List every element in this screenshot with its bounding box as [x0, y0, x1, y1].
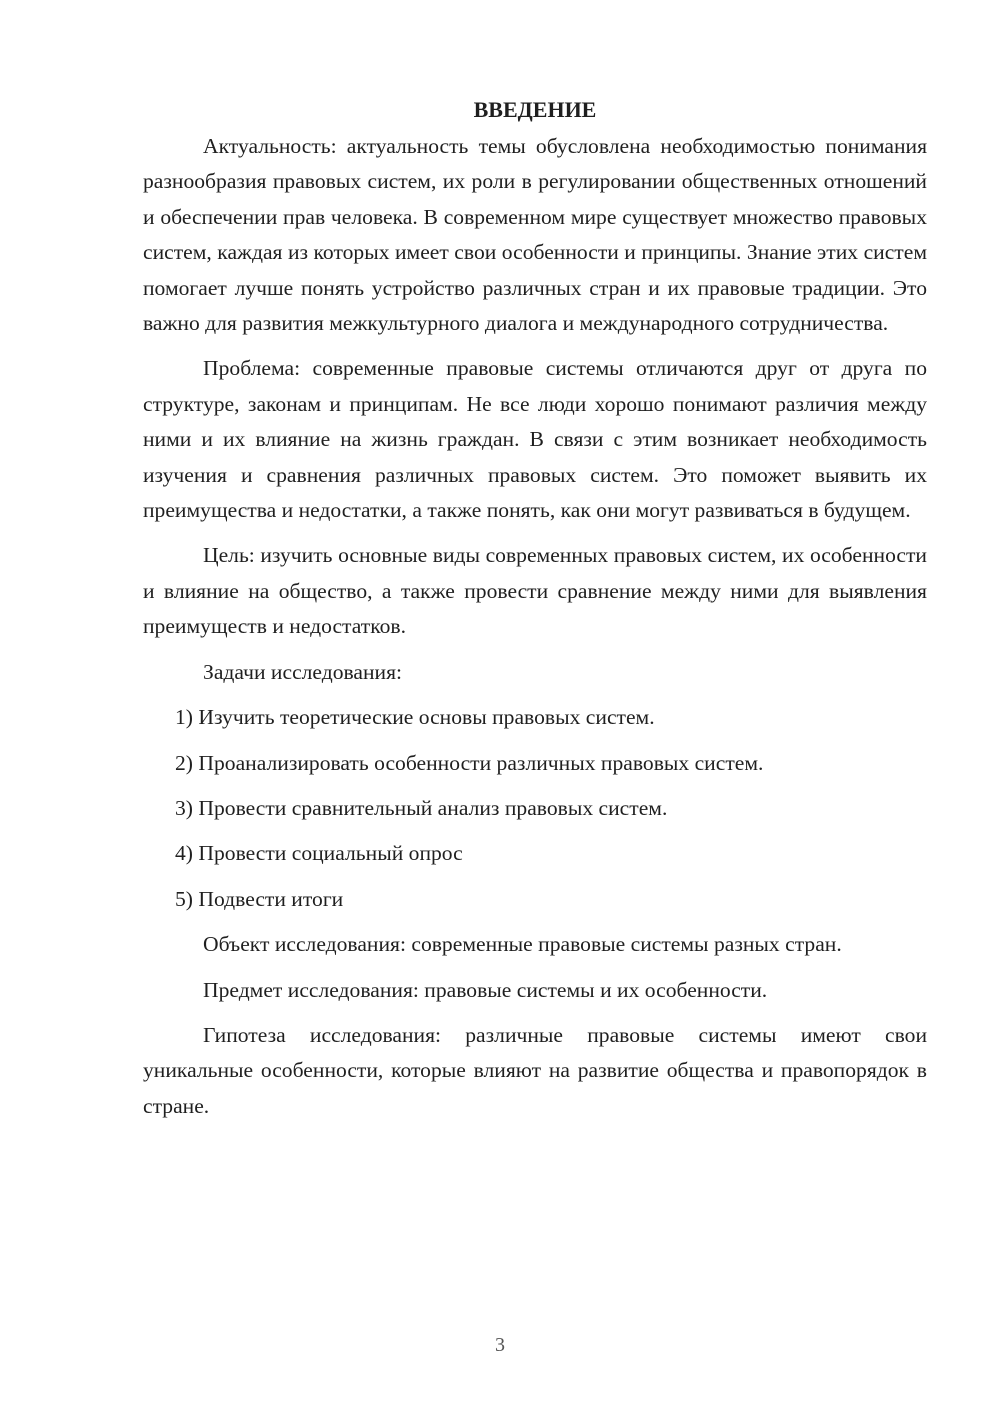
- problem-paragraph: Проблема: современные правовые системы отличаются друг от друга по структуре, законам и принципам. Не все люди хорошо понимают различия между ними и их влияние на жизнь граждан. В связи с этим возникает необходимость изучения и сравнения различных правовых систем. Это поможет выявить их преимущества и недостатки, а также понять, как они могут развиваться в будущем.: [143, 356, 927, 523]
- list-item: 3) Провести сравнительный анализ правовых систем.: [175, 795, 668, 820]
- list-item: 2) Проанализировать особенности различных правовых систем.: [175, 750, 764, 775]
- subject-paragraph: Предмет исследования: правовые системы и их особенности.: [203, 977, 768, 1002]
- page-number: 3: [495, 1334, 505, 1356]
- tasks-list: [143, 700, 927, 917]
- page-title: ВВЕДЕНИЕ: [473, 97, 597, 122]
- hypothesis-paragraph: Гипотеза исследования: различные правовые системы имеют свои уникальные особенности, которые влияют на развитие общества и правопорядок в стране.: [143, 1022, 927, 1118]
- object-paragraph: Объект исследования: современные правовые системы разных стран.: [203, 932, 842, 957]
- list-item: 4) Провести социальный опрос: [175, 841, 463, 866]
- relevance-paragraph: Актуальность: актуальность темы обусловлена необходимостью понимания разнообразия правовых систем, их роли в регулировании общественных отношений и обеспечении прав человека. В современном мире существует множество правовых систем, каждая из которых имеет свои особенности и принципы. Знание этих систем помогает лучше понять устройство различных стран и их правовые традиции. Это важно для развития межкультурного диалога и международного сотрудничества.: [143, 134, 927, 336]
- list-item: 5) Подвести итоги: [175, 886, 344, 911]
- list-item: 1) Изучить теоретические основы правовых систем.: [175, 705, 655, 730]
- tasks-heading: Задачи исследования:: [203, 659, 403, 684]
- goal-paragraph: Цель: изучить основные виды современных правовых систем, их особенности и влияние на общество, а также провести сравнение между ними для выявления преимуществ и недостатков.: [143, 543, 927, 639]
- document-body: [143, 92, 927, 1134]
